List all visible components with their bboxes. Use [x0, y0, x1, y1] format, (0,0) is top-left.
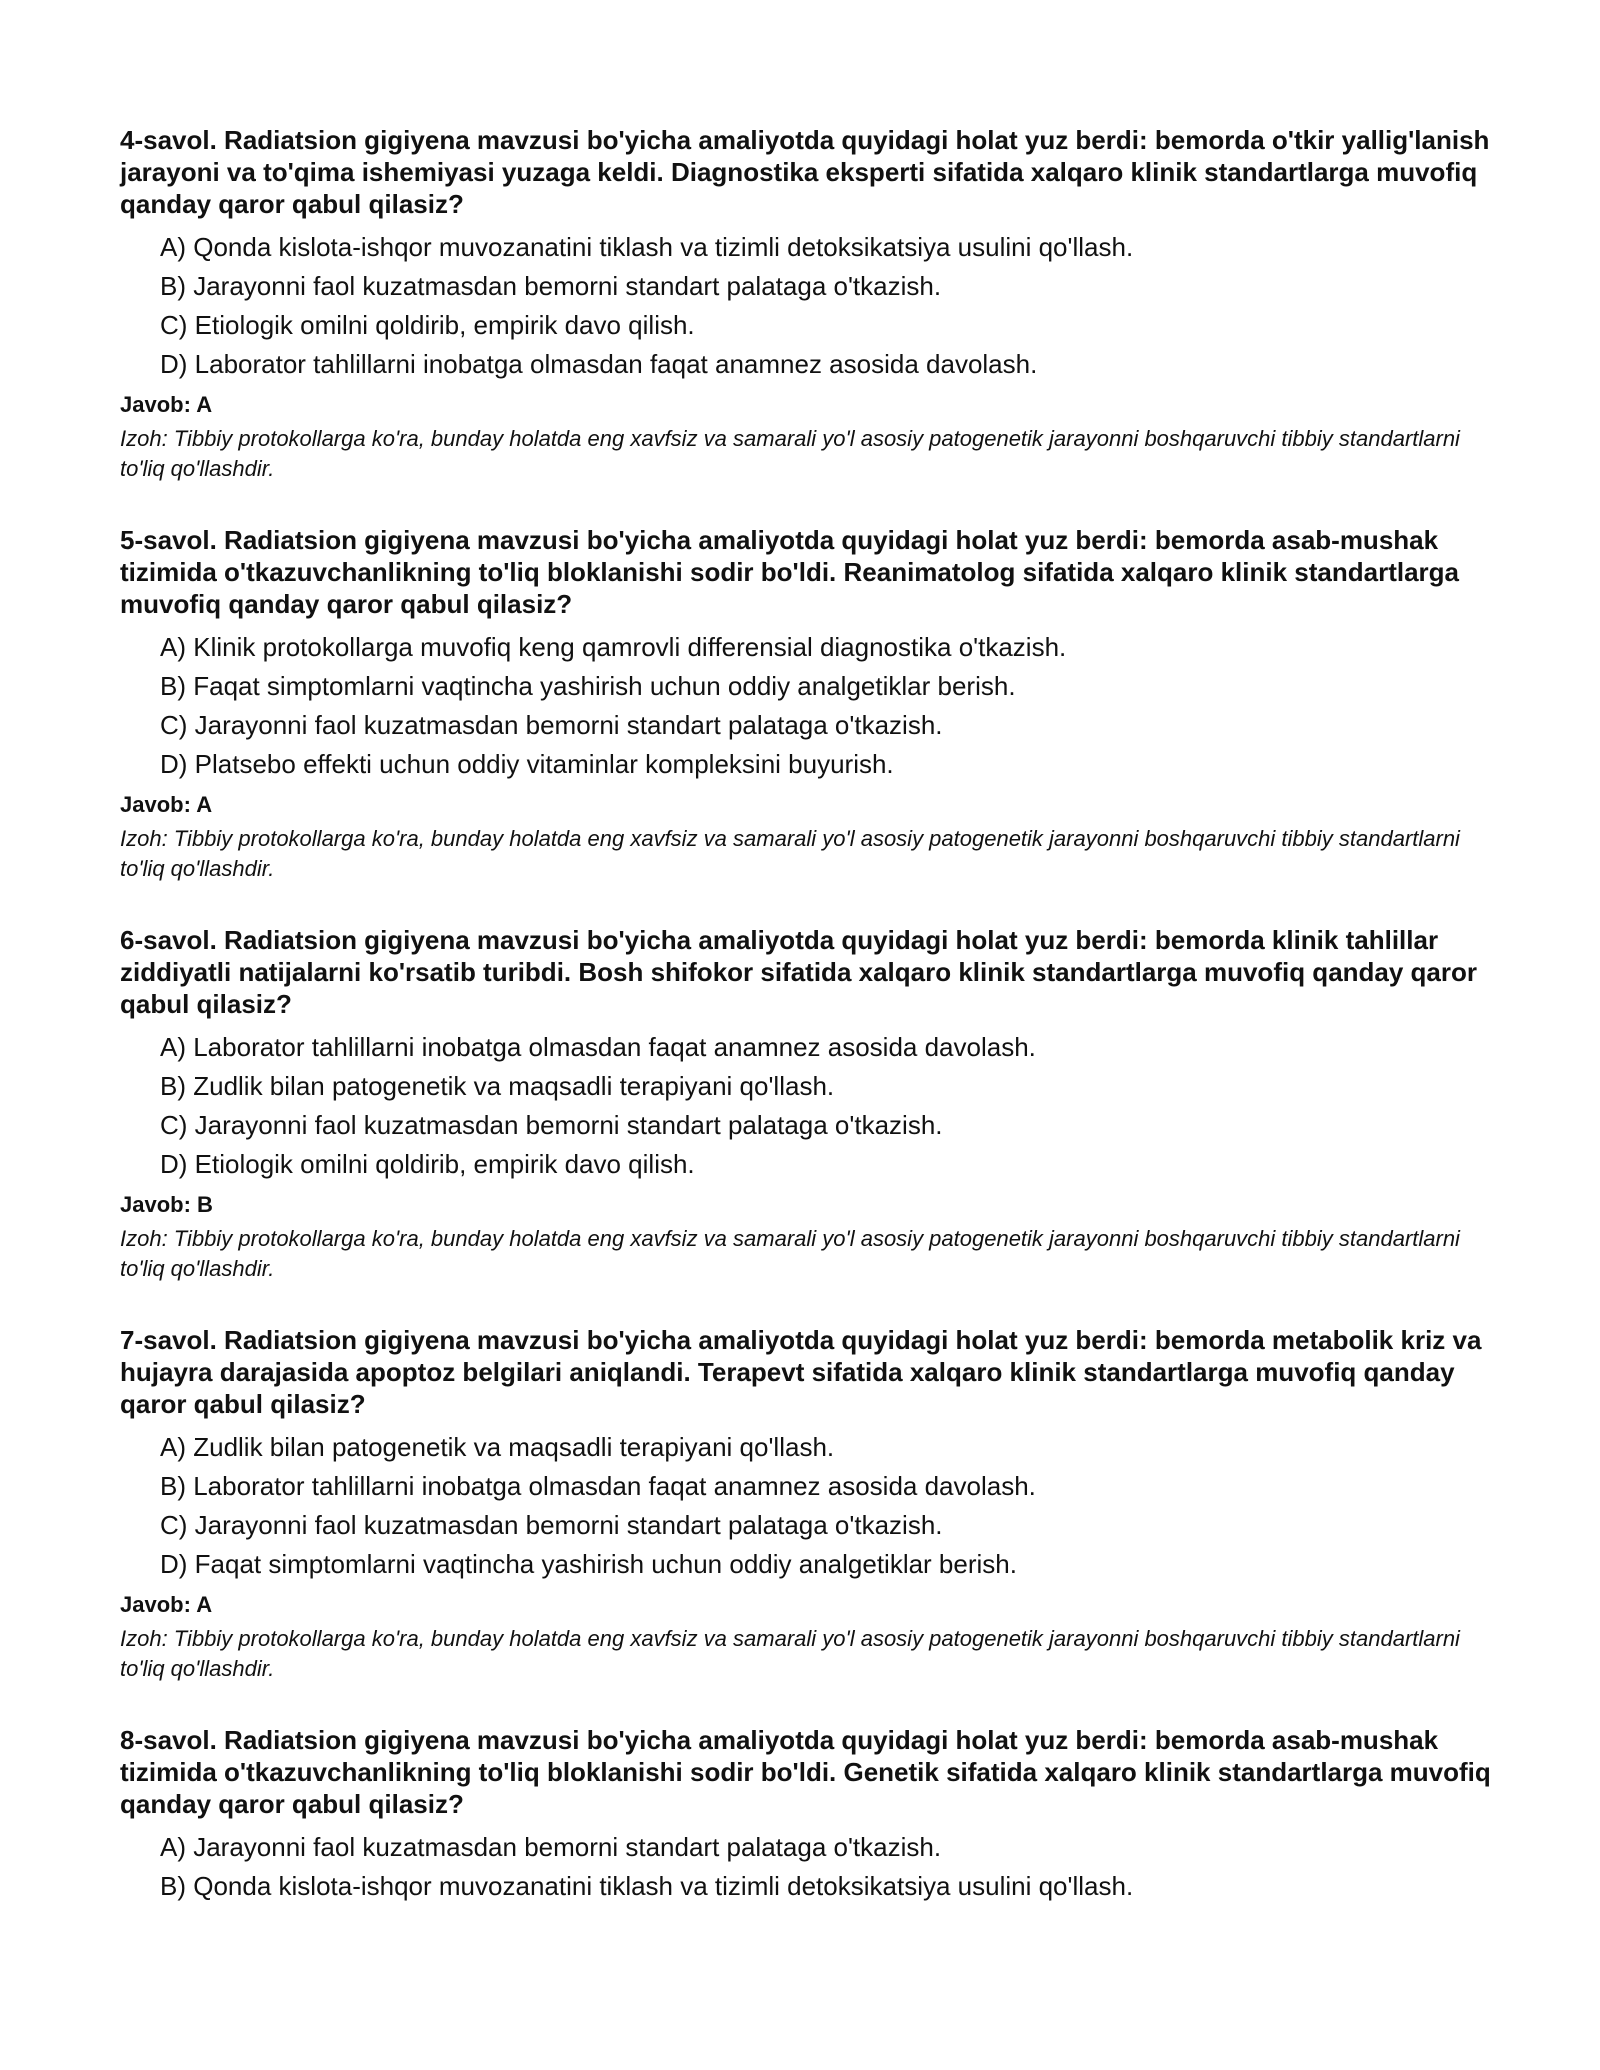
question-block [120, 924, 1500, 1284]
explanation-note: Izoh: Tibbiy protokollarga ko'ra, bunday holatda eng xavfsiz va samarali yo'l asosiy patogenetik jarayonni boshqaruvchi tibbiy standartlarni to'liq qo'llashdir. [120, 826, 1460, 881]
options-list [160, 228, 1500, 384]
question-title: 7-savol. Radiatsion gigiyena mavzusi bo'yicha amaliyotda quyidagi holat yuz berdi: bemorda metabolik kriz va hujayra darajasida apoptoz belgilari aniqlandi. Terapevt sifatida xalqaro klinik standartlarga muvofiq qanday qaror qabul qilasiz? [120, 1325, 1482, 1419]
question-block [120, 1724, 1500, 1906]
option-c: C) Etiologik omilni qoldirib, empirik davo qilish. [160, 310, 695, 340]
explanation-note: Izoh: Tibbiy protokollarga ko'ra, bunday holatda eng xavfsiz va samarali yo'l asosiy patogenetik jarayonni boshqaruvchi tibbiy standartlarni to'liq qo'llashdir. [120, 1626, 1460, 1681]
option-a: A) Laborator tahlillarni inobatga olmasdan faqat anamnez asosida davolash. [160, 1032, 1036, 1062]
question-block [120, 124, 1500, 484]
option-a: A) Klinik protokollarga muvofiq keng qamrovli differensial diagnostika o'tkazish. [160, 632, 1067, 662]
option-d: D) Laborator tahlillarni inobatga olmasdan faqat anamnez asosida davolash. [160, 349, 1038, 379]
answer-label: Javob: A [120, 392, 213, 417]
answer-label: Javob: A [120, 792, 213, 817]
explanation-note: Izoh: Tibbiy protokollarga ko'ra, bunday holatda eng xavfsiz va samarali yo'l asosiy patogenetik jarayonni boshqaruvchi tibbiy standartlarni to'liq qo'llashdir. [120, 1226, 1460, 1281]
option-d: D) Platsebo effekti uchun oddiy vitaminlar kompleksini buyurish. [160, 749, 894, 779]
option-b: B) Faqat simptomlarni vaqtincha yashirish uchun oddiy analgetiklar berish. [160, 671, 1016, 701]
options-list [160, 1828, 1500, 1906]
option-b: B) Zudlik bilan patogenetik va maqsadli terapiyani qo'llash. [160, 1071, 835, 1101]
question-title: 8-savol. Radiatsion gigiyena mavzusi bo'yicha amaliyotda quyidagi holat yuz berdi: bemorda asab-mushak tizimida o'tkazuvchanlikning to'liq bloklanishi sodir bo'ldi. Genetik sifatida xalqaro klinik standartlarga muvofiq qanday qaror qabul qilasiz? [120, 1725, 1491, 1819]
option-a: A) Qonda kislota-ishqor muvozanatini tiklash va tizimli detoksikatsiya usulini qo'llash. [160, 232, 1134, 262]
option-b: B) Qonda kislota-ishqor muvozanatini tiklash va tizimli detoksikatsiya usulini qo'llash. [160, 1871, 1134, 1901]
document-page [120, 124, 1500, 1946]
option-c: C) Jarayonni faol kuzatmasdan bemorni standart palataga o'tkazish. [160, 1510, 943, 1540]
question-title: 4-savol. Radiatsion gigiyena mavzusi bo'yicha amaliyotda quyidagi holat yuz berdi: bemorda o'tkir yallig'lanish jarayoni va to'qima ishemiyasi yuzaga keldi. Diagnostika eksperti sifatida xalqaro klinik standartlarga muvofiq qanday qaror qabul qilasiz? [120, 125, 1490, 219]
question-title: 6-savol. Radiatsion gigiyena mavzusi bo'yicha amaliyotda quyidagi holat yuz berdi: bemorda klinik tahlillar ziddiyatli natijalarni ko'rsatib turibdi. Bosh shifokor sifatida xalqaro klinik standartlarga muvofiq qanday qaror qabul qilasiz? [120, 925, 1478, 1019]
explanation-note: Izoh: Tibbiy protokollarga ko'ra, bunday holatda eng xavfsiz va samarali yo'l asosiy patogenetik jarayonni boshqaruvchi tibbiy standartlarni to'liq qo'llashdir. [120, 426, 1460, 481]
question-title: 5-savol. Radiatsion gigiyena mavzusi bo'yicha amaliyotda quyidagi holat yuz berdi: bemorda asab-mushak tizimida o'tkazuvchanlikning to'liq bloklanishi sodir bo'ldi. Reanimatolog sifatida xalqaro klinik standartlarga muvofiq qanday qaror qabul qilasiz? [120, 525, 1459, 619]
option-a: A) Jarayonni faol kuzatmasdan bemorni standart palataga o'tkazish. [160, 1832, 942, 1862]
option-b: B) Jarayonni faol kuzatmasdan bemorni standart palataga o'tkazish. [160, 271, 942, 301]
options-list [160, 1428, 1500, 1584]
answer-label: Javob: A [120, 1592, 213, 1617]
option-c: C) Jarayonni faol kuzatmasdan bemorni standart palataga o'tkazish. [160, 710, 943, 740]
option-d: D) Faqat simptomlarni vaqtincha yashirish uchun oddiy analgetiklar berish. [160, 1549, 1017, 1579]
option-b: B) Laborator tahlillarni inobatga olmasdan faqat anamnez asosida davolash. [160, 1471, 1036, 1501]
option-c: C) Jarayonni faol kuzatmasdan bemorni standart palataga o'tkazish. [160, 1110, 943, 1140]
options-list [160, 628, 1500, 784]
question-block [120, 1324, 1500, 1684]
question-block [120, 524, 1500, 884]
answer-label: Javob: B [120, 1192, 213, 1217]
option-a: A) Zudlik bilan patogenetik va maqsadli terapiyani qo'llash. [160, 1432, 835, 1462]
option-d: D) Etiologik omilni qoldirib, empirik davo qilish. [160, 1149, 695, 1179]
options-list [160, 1028, 1500, 1184]
